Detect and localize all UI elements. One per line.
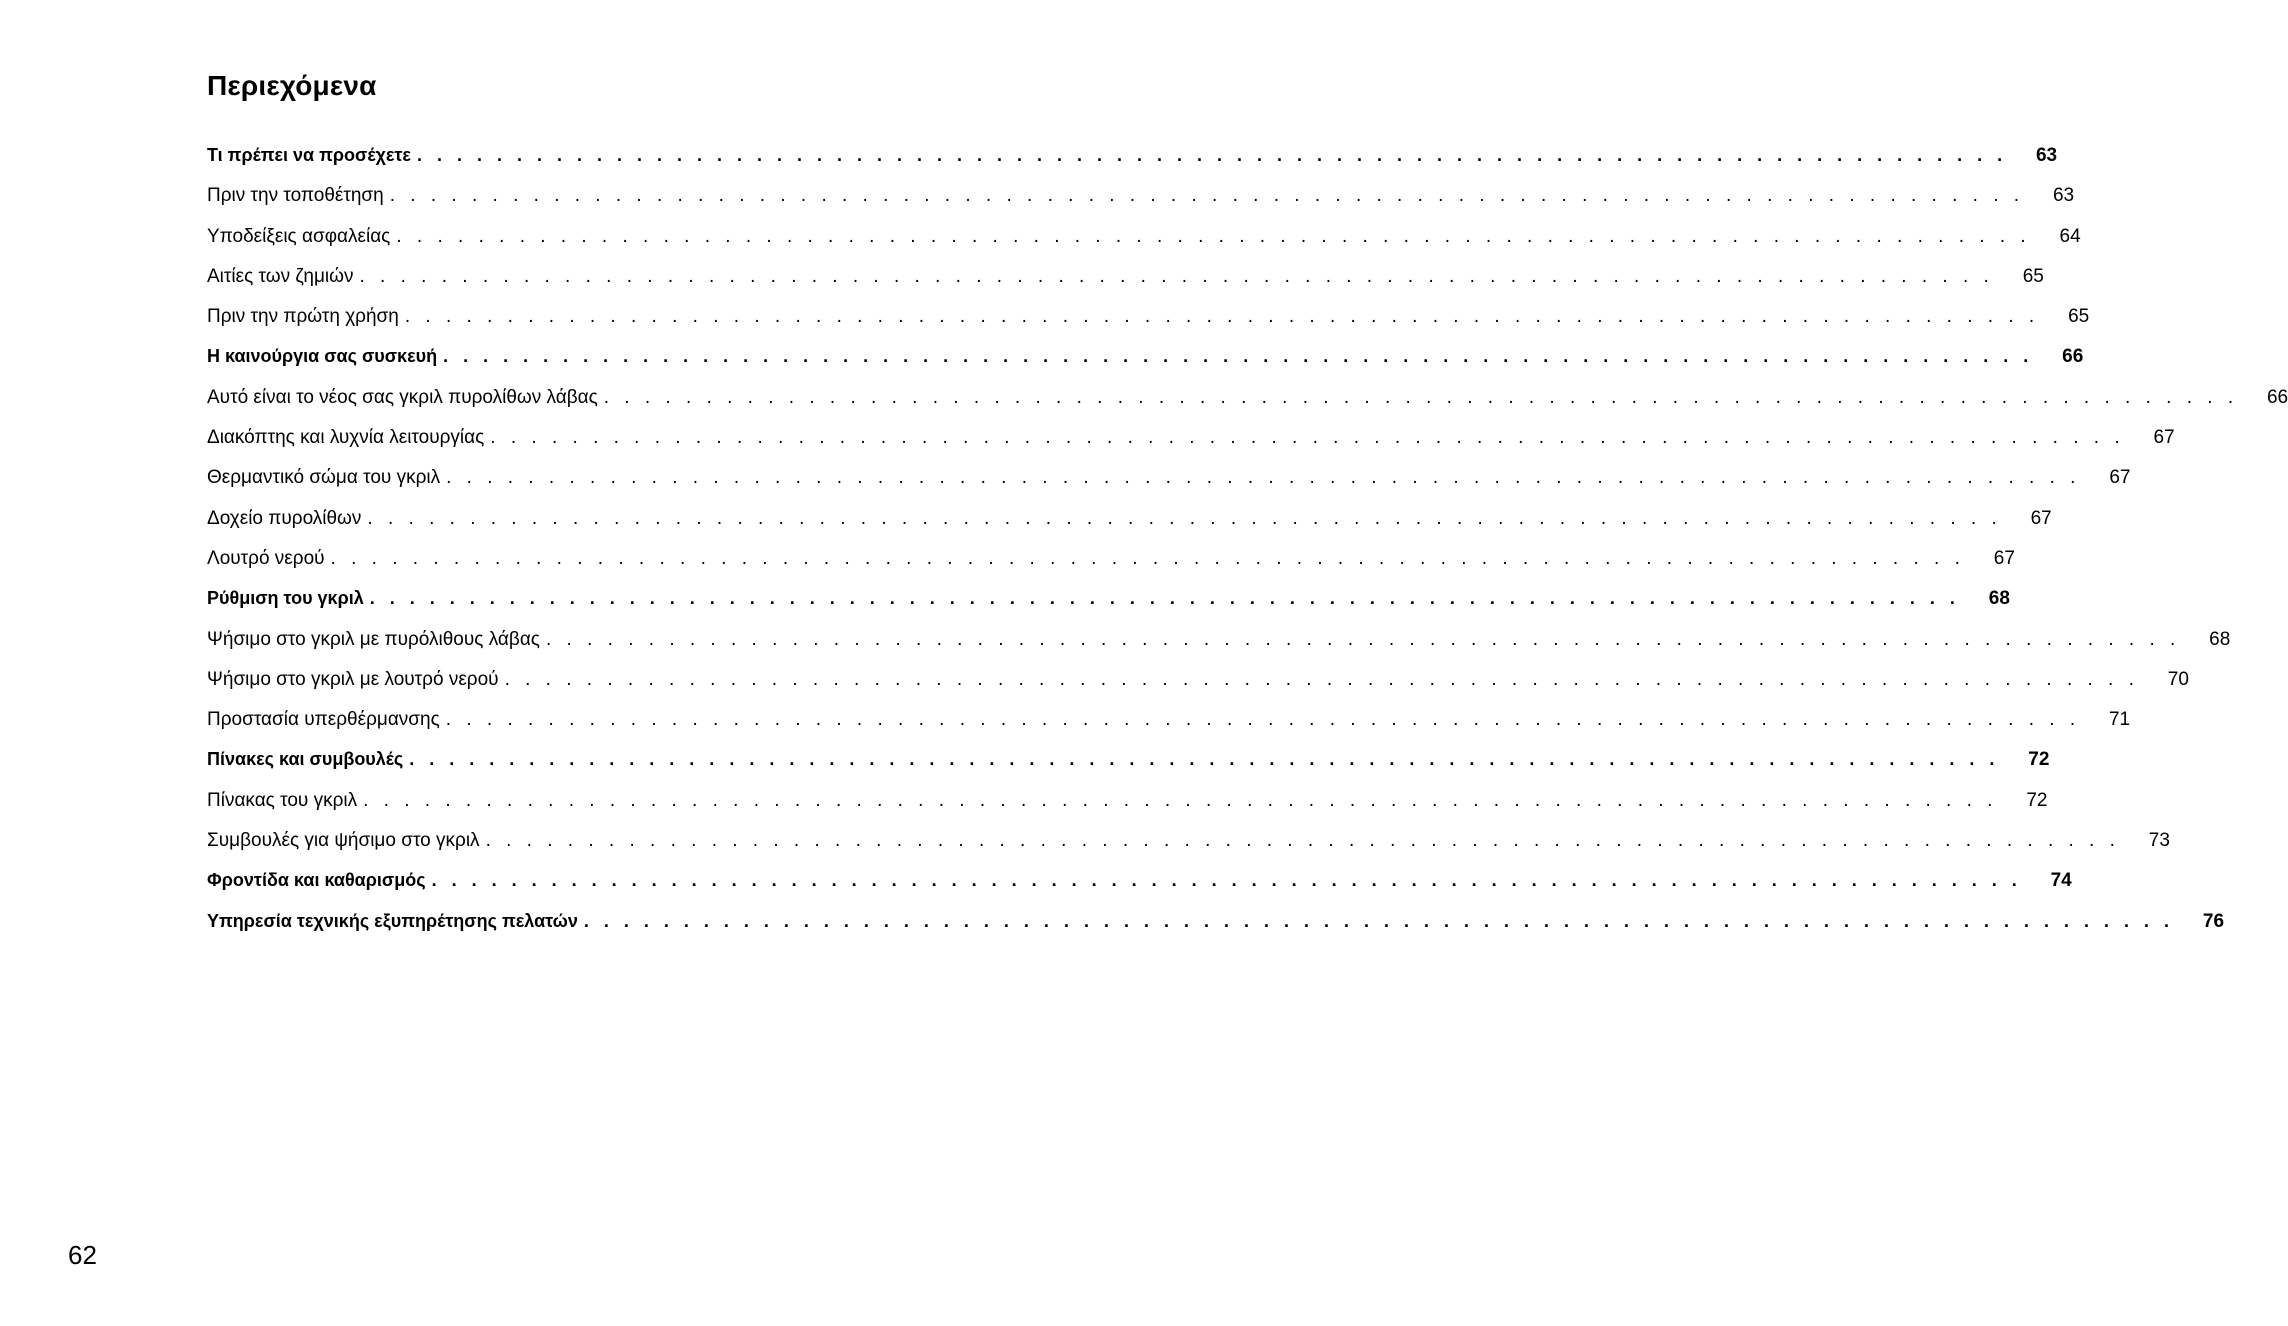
toc-entry-page: 73 xyxy=(2148,830,2170,852)
toc-entry-label: Δοχείο πυρολίθων xyxy=(207,507,362,529)
toc-dot-leader: . . . . . . . . . . . . . . . . . . . . . . . . . . . . . . . . . . . . . . . . . . . . . . . . . . . . . . . . . . . . . . . . . . . . . . . . . . . . . . . . xyxy=(389,185,2025,207)
toc-dot-leader: . . . . . . . . . . . . . . . . . . . . . . . . . . . . . . . . . . . . . . . . . . . . . . . . . . . . . . . . . . . . . . . . . . . . . . . . . . . . . . . . xyxy=(409,749,2000,770)
toc-dot-leader: . . . . . . . . . . . . . . . . . . . . . . . . . . . . . . . . . . . . . . . . . . . . . . . . . . . . . . . . . . . . . . . . . . . . . . . . . . . . . . . . xyxy=(490,427,2125,449)
toc-section-row[interactable] xyxy=(207,864,2072,904)
toc-entry-row[interactable] xyxy=(207,502,2052,542)
toc-entry-label: Αυτό είναι το νέος σας γκριλ πυρολίθων λάβας xyxy=(207,386,598,408)
toc-entry-page: 70 xyxy=(2167,668,2189,690)
toc-dot-leader: . . . . . . . . . . . . . . . . . . . . . . . . . . . . . . . . . . . . . . . . . . . . . . . . . . . . . . . . . . . . . . . . . . . . . . . . . . . . . . . . xyxy=(443,346,2034,367)
toc-entry-page: 65 xyxy=(2068,306,2090,328)
toc-dot-leader: . . . . . . . . . . . . . . . . . . . . . . . . . . . . . . . . . . . . . . . . . . . . . . . . . . . . . . . . . . . . . . . . . . . . . . . . . . . . . . . . xyxy=(446,467,2081,489)
toc-entry-page: 67 xyxy=(1993,547,2015,569)
toc-entry-page: 67 xyxy=(2109,467,2131,489)
toc-entry-label: Υποδείξεις ασφαλείας xyxy=(207,225,391,247)
toc-entry-row[interactable] xyxy=(207,300,2090,340)
page-title: Περιεχόμενα xyxy=(207,70,377,101)
toc-entry-label: Φροντίδα και καθαρισμός xyxy=(207,870,426,891)
toc-entry-page: 71 xyxy=(2108,709,2131,731)
toc-section-row[interactable] xyxy=(207,582,2010,622)
toc-dot-leader: . . . . . . . . . . . . . . . . . . . . . . . . . . . . . . . . . . . . . . . . . . . . . . . . . . . . . . . . . . . . . . . . . . . . . . . . . . . . . . . . xyxy=(431,870,2022,891)
toc-dot-leader: . . . . . . . . . . . . . . . . . . . . . . . . . . . . . . . . . . . . . . . . . . . . . . . . . . . . . . . . . . . . . . . . . . . . . . . . . . . . . . . . xyxy=(504,668,2139,690)
toc-entry-page: 64 xyxy=(2059,225,2081,247)
toc-dot-leader: . . . . . . . . . . . . . . . . . . . . . . . . . . . . . . . . . . . . . . . . . . . . . . . . . . . . . . . . . . . . . . . . . . . . . . . . . . . . . . . . xyxy=(583,910,2175,931)
toc-dot-leader: . . . . . . . . . . . . . . . . . . . . . . . . . . . . . . . . . . . . . . . . . . . . . . . . . . . . . . . . . . . . . . . . . . . . . . . . . . . . . . . . xyxy=(445,709,2081,731)
toc-entry-page: 74 xyxy=(2050,870,2072,892)
toc-entry-label: Πίνακες και συμβουλές xyxy=(207,749,404,770)
page-number: 62 xyxy=(68,1240,97,1270)
toc-entry-page: 72 xyxy=(2026,789,2048,811)
toc-section-row[interactable] xyxy=(207,905,2225,945)
toc-entry-page: 65 xyxy=(2022,265,2044,287)
toc-dot-leader: . . . . . . . . . . . . . . . . . . . . . . . . . . . . . . . . . . . . . . . . . . . . . . . . . . . . . . . . . . . . . . . . . . . . . . . . . . . . . . . . xyxy=(485,830,2120,852)
toc-entry-label: Διακόπτης και λυχνία λειτουργίας xyxy=(207,427,485,449)
toc-entry-page: 63 xyxy=(2035,145,2058,166)
toc-entry-label: Προστασία υπερθέρμανσης xyxy=(207,709,440,731)
toc-dot-leader: . . . . . . . . . . . . . . . . . . . . . . . . . . . . . . . . . . . . . . . . . . . . . . . . . . . . . . . . . . . . . . . . . . . . . . . . . . . . . . . . xyxy=(404,306,2040,328)
toc-entry-row[interactable] xyxy=(207,179,2075,219)
toc-entry-row[interactable] xyxy=(207,421,2175,461)
toc-dot-leader: . . . . . . . . . . . . . . . . . . . . . . . . . . . . . . . . . . . . . . . . . . . . . . . . . . . . . . . . . . . . . . . . . . . . . . . . . . . . . . . . xyxy=(330,547,1965,569)
toc-dot-leader: . . . . . . . . . . . . . . . . . . . . . . . . . . . . . . . . . . . . . . . . . . . . . . . . . . . . . . . . . . . . . . . . . . . . . . . . . . . . . . . . xyxy=(363,789,1998,811)
toc-dot-leader: . . . . . . . . . . . . . . . . . . . . . . . . . . . . . . . . . . . . . . . . . . . . . . . . . . . . . . . . . . . . . . . . . . . . . . . . . . . . . . . . xyxy=(416,145,2008,165)
toc-entry-page: 66 xyxy=(2266,386,2288,408)
toc-entry-page: 76 xyxy=(2202,910,2225,932)
toc-entry-page: 67 xyxy=(2153,427,2175,449)
toc-entry-label: Η καινούργια σας συσκευή xyxy=(207,346,438,367)
toc-entry-row[interactable] xyxy=(207,663,2189,703)
toc-entry-label: Πριν την τοποθέτηση xyxy=(207,185,384,207)
toc-entry-label: Ψήσιμο στο γκριλ με λουτρό νερού xyxy=(207,668,499,690)
toc-entry-row[interactable] xyxy=(207,784,2048,824)
toc-entry-label: Αιτίες των ζημιών xyxy=(207,265,354,287)
toc-entry-row[interactable] xyxy=(207,824,2170,864)
toc-entry-row[interactable] xyxy=(207,220,2081,260)
toc-entry-row[interactable] xyxy=(207,623,2231,663)
toc-section-row[interactable] xyxy=(207,743,2050,783)
toc-dot-leader: . . . . . . . . . . . . . . . . . . . . . . . . . . . . . . . . . . . . . . . . . . . . . . . . . . . . . . . . . . . . . . . . . . . . . . . . . . . . . . . . xyxy=(603,386,2239,408)
toc-entry-label: Ψήσιμο στο γκριλ με πυρόλιθους λάβας xyxy=(207,628,540,650)
toc-dot-leader: . . . . . . . . . . . . . . . . . . . . . . . . . . . . . . . . . . . . . . . . . . . . . . . . . . . . . . . . . . . . . . . . . . . . . . . . . . . . . . . . xyxy=(396,225,2031,247)
toc-entry-row[interactable] xyxy=(207,461,2131,501)
toc-entry-row[interactable] xyxy=(207,260,2044,300)
toc-entry-row[interactable] xyxy=(207,542,2015,582)
toc-entry-label: Θερμαντικό σώμα του γκριλ xyxy=(207,467,441,489)
toc-entry-label: Συμβουλές για ψήσιμο στο γκριλ xyxy=(207,830,480,852)
table-of-contents xyxy=(207,139,2288,945)
toc-section-row[interactable] xyxy=(207,139,2058,179)
toc-entry-label: Πριν την πρώτη χρήση xyxy=(207,306,399,328)
toc-entry-page: 68 xyxy=(2209,628,2231,650)
toc-entry-row[interactable] xyxy=(207,381,2288,421)
toc-dot-leader: . . . . . . . . . . . . . . . . . . . . . . . . . . . . . . . . . . . . . . . . . . . . . . . . . . . . . . . . . . . . . . . . . . . . . . . . . . . . . . . . xyxy=(367,507,2002,529)
toc-entry-page: 67 xyxy=(2030,507,2052,529)
toc-entry-page: 72 xyxy=(2028,749,2050,771)
toc-entry-label: Τι πρέπει να προσέχετε xyxy=(207,145,411,165)
toc-dot-leader: . . . . . . . . . . . . . . . . . . . . . . . . . . . . . . . . . . . . . . . . . . . . . . . . . . . . . . . . . . . . . . . . . . . . . . . . . . . . . . . . xyxy=(359,265,1994,287)
toc-entry-label: Υπηρεσία τεχνικής εξυπηρέτησης πελατών xyxy=(207,910,578,931)
toc-entry-page: 68 xyxy=(1988,588,2010,610)
toc-entry-label: Πίνακας του γκριλ xyxy=(207,789,358,811)
toc-entry-label: Λουτρό νερού xyxy=(207,547,325,569)
toc-entry-label: Ρύθμιση του γκριλ xyxy=(207,588,364,609)
toc-entry-row[interactable] xyxy=(207,703,2131,743)
toc-section-row[interactable] xyxy=(207,340,2084,380)
toc-dot-leader: . . . . . . . . . . . . . . . . . . . . . . . . . . . . . . . . . . . . . . . . . . . . . . . . . . . . . . . . . . . . . . . . . . . . . . . . . . . . . . . . xyxy=(545,628,2181,650)
toc-entry-page: 66 xyxy=(2062,346,2084,368)
toc-entry-page: 63 xyxy=(2052,185,2075,207)
toc-dot-leader: . . . . . . . . . . . . . . . . . . . . . . . . . . . . . . . . . . . . . . . . . . . . . . . . . . . . . . . . . . . . . . . . . . . . . . . . . . . . . . . . xyxy=(369,588,1960,609)
